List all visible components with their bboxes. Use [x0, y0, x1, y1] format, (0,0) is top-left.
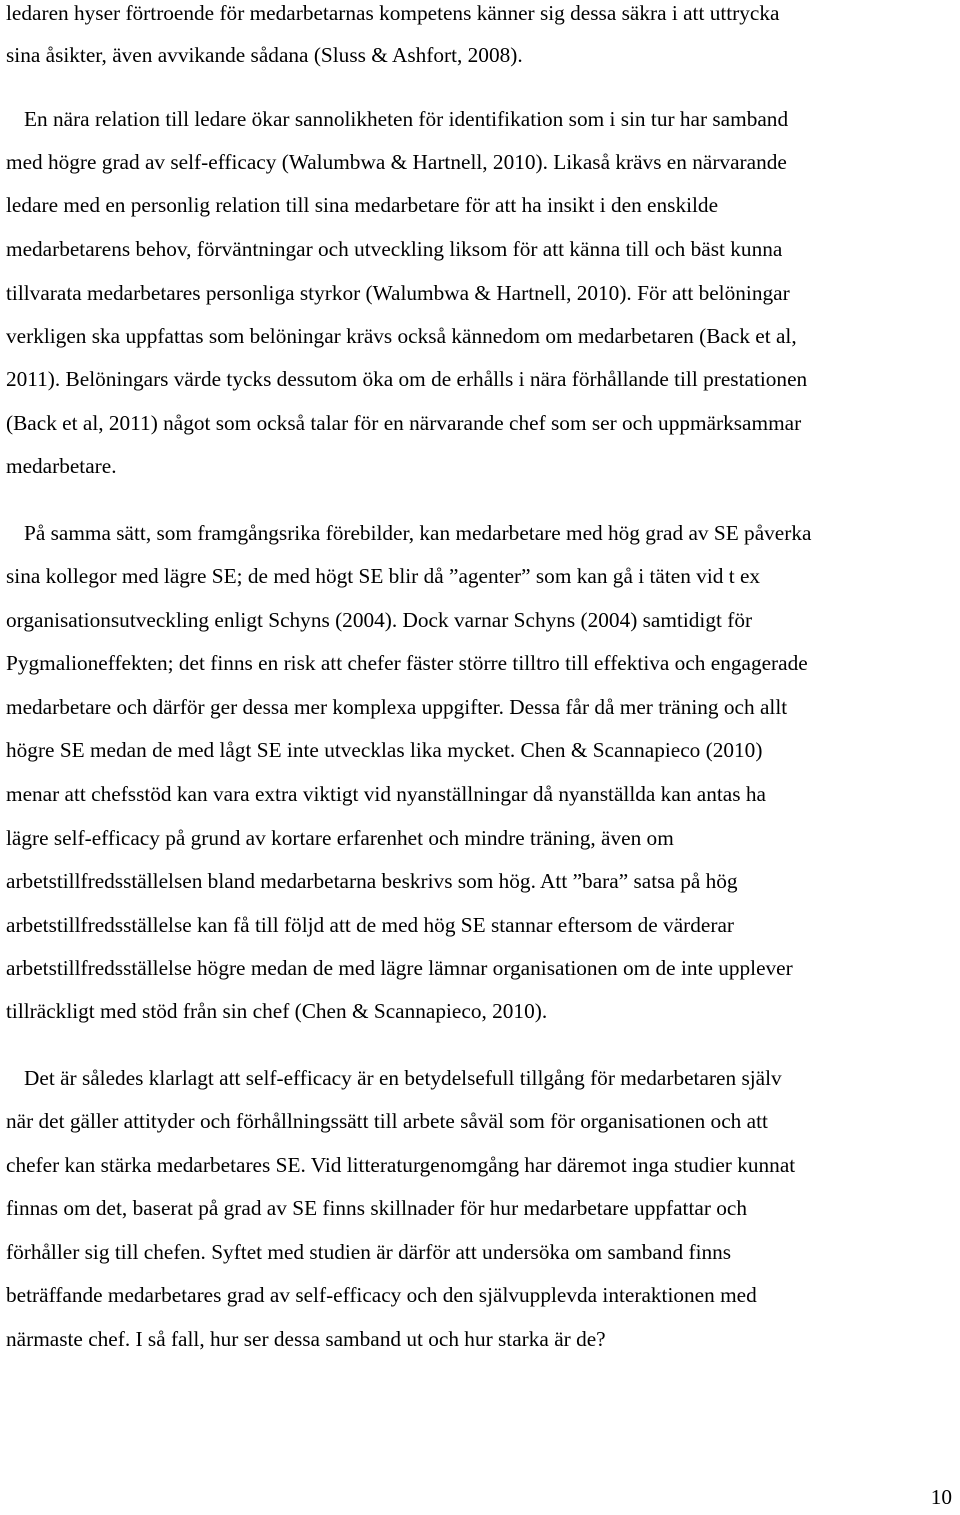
text-line: ledare med en personlig relation till sina medarbetare för att ha insikt i den enskilde	[6, 193, 719, 217]
text-line: närmaste chef. I så fall, hur ser dessa samband ut och hur starka är de?	[6, 1327, 606, 1351]
text-line: arbetstillfredsställelsen bland medarbetarna beskrivs som hög. Att ”bara” satsa på hög	[6, 869, 738, 893]
text-line: medarbetare.	[6, 454, 117, 478]
text-line: ledaren hyser förtroende för medarbetarnas kompetens känner sig dessa säkra i att uttrycka	[6, 1, 780, 25]
text-line: Det är således klarlagt att self-efficacy är en betydelsefull tillgång för medarbetaren själv	[24, 1066, 782, 1090]
text-line: lägre self-efficacy på grund av kortare erfarenhet och mindre träning, även om	[6, 826, 674, 850]
text-line: medarbetare och därför ger dessa mer komplexa uppgifter. Dessa får då mer träning och allt	[6, 695, 788, 719]
text-line: (Back et al, 2011) något som också talar för en närvarande chef som ser och uppmärksammar	[6, 411, 802, 435]
page-number: 10	[930, 1485, 952, 1509]
text-line: beträffande medarbetares grad av self-efficacy och den självupplevda interaktionen med	[6, 1283, 757, 1307]
text-line: verkligen ska uppfattas som belöningar krävs också kännedom om medarbetaren (Back et al,	[6, 324, 797, 348]
text-line: På samma sätt, som framgångsrika förebilder, kan medarbetare med hög grad av SE påverka	[24, 521, 812, 545]
text-line: organisationsutveckling enligt Schyns (2004). Dock varnar Schyns (2004) samtidigt för	[6, 608, 753, 632]
text-line: tillvarata medarbetares personliga styrkor (Walumbwa & Hartnell, 2010). För att belöningar	[6, 281, 790, 305]
text-line: 2011). Belöningars värde tycks dessutom öka om de erhålls i nära förhållande till prestationen	[6, 367, 808, 391]
text-line: arbetstillfredsställelse högre medan de med lägre lämnar organisationen om de inte upplever	[6, 956, 793, 980]
text-line: menar att chefsstöd kan vara extra viktigt vid nyanställningar då nyanställda kan antas ha	[6, 782, 766, 806]
text-line: sina åsikter, även avvikande sådana (Sluss & Ashfort, 2008).	[6, 43, 523, 67]
text-line: En nära relation till ledare ökar sannolikheten för identifikation som i sin tur har samband	[24, 107, 789, 131]
text-line: högre SE medan de med lågt SE inte utvecklas lika mycket. Chen & Scannapieco (2010)	[6, 738, 763, 762]
text-line: sina kollegor med lägre SE; de med högt SE blir då ”agenter” som kan gå i täten vid t ex	[6, 564, 761, 588]
text-line: chefer kan stärka medarbetares SE. Vid litteraturgenomgång har däremot inga studier kunnat	[6, 1153, 796, 1177]
text-line: finnas om det, baserat på grad av SE finns skillnader för hur medarbetare uppfattar och	[6, 1196, 747, 1220]
text-line: tillräckligt med stöd från sin chef (Chen & Scannapieco, 2010).	[6, 999, 548, 1023]
text-line: Pygmalioneffekten; det finns en risk att chefer fäster större tilltro till effektiva och engagerade	[6, 651, 808, 675]
text-line: medarbetarens behov, förväntningar och utveckling liksom för att känna till och bäst kunna	[6, 237, 783, 261]
text-line: förhåller sig till chefen. Syftet med studien är därför att undersöka om samband finns	[6, 1240, 732, 1264]
text-line: arbetstillfredsställelse kan få till följd att de med hög SE stannar eftersom de värderar	[6, 913, 734, 937]
text-line: när det gäller attityder och förhållningssätt till arbete såväl som för organisationen och att	[6, 1109, 768, 1133]
text-line: med högre grad av self-efficacy (Walumbwa & Hartnell, 2010). Likaså krävs en närvarande	[6, 150, 787, 174]
